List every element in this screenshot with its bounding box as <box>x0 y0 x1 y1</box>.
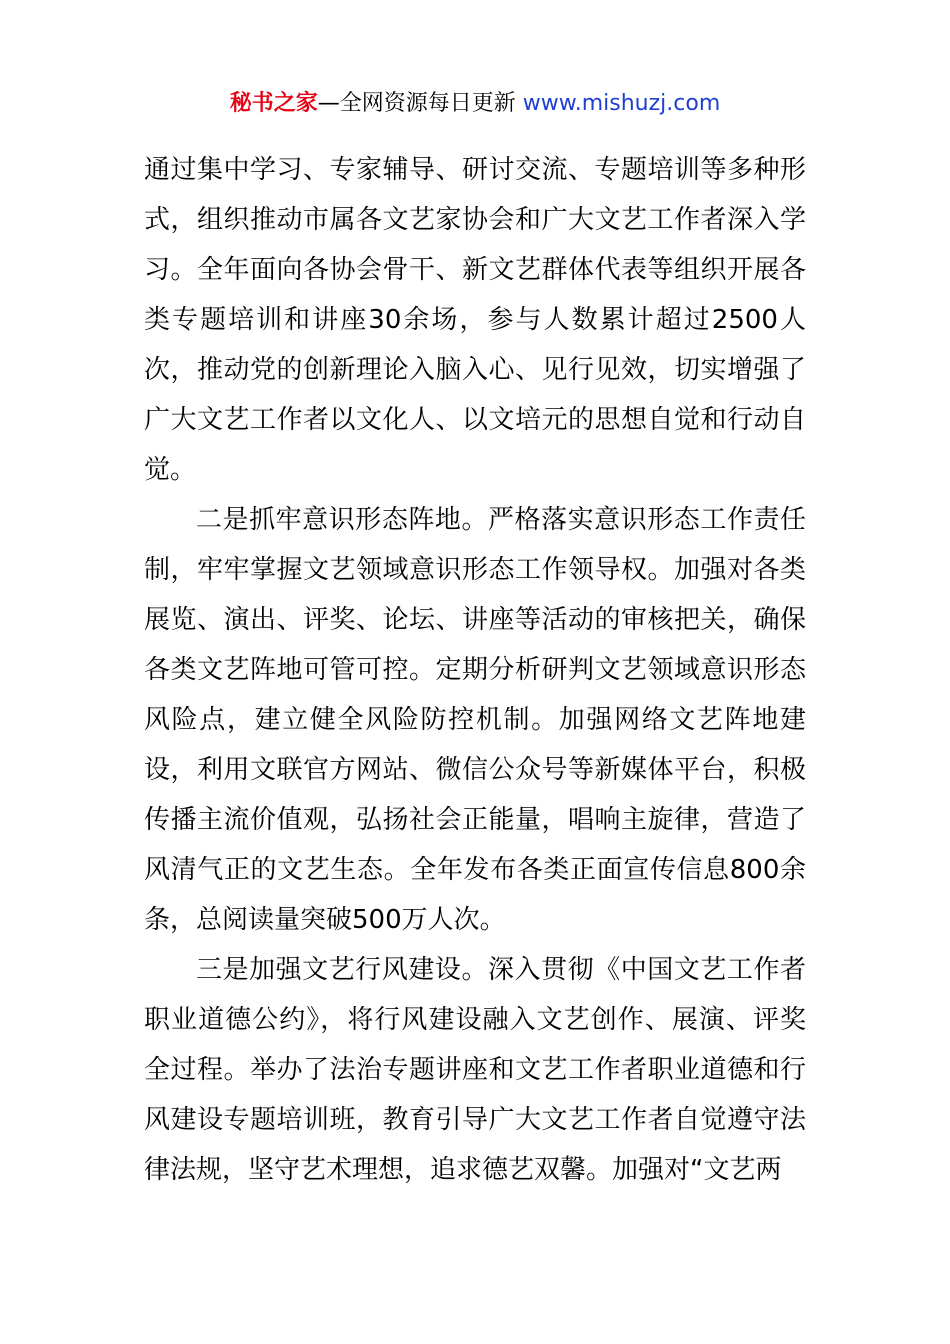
header-slogan: —全网资源每日更新 <box>317 91 516 116</box>
paragraph-ideology-position: 二是抓牢意识形态阵地。严格落实意识形态工作责任制，牢牢掌握文艺领域意识形态工作领导权。加强对各类展览、演出、评奖、论坛、讲座等活动的审核把关，确保各类文艺阵地可管可控。定期分析研判文艺领域意识形态风险点，建立健全风险防控机制。加强网络文艺阵地建设，利用文联官方网站、微信公众号等新媒体平台，积极传播主流价值观，弘扬社会正能量，唱响主旋律，营造了风清气正的文艺生态。全年发布各类正面宣传信息800余条，总阅读量突破500万人次。 <box>144 505 806 935</box>
document-body <box>144 145 806 1195</box>
brand-name: 秘书之家 <box>229 91 318 116</box>
site-header <box>0 88 950 120</box>
paragraph-continuation: 通过集中学习、专家辅导、研讨交流、专题培训等多种形式，组织推动市属各文艺家协会和广大文艺工作者深入学习。全年面向各协会骨干、新文艺群体代表等组织开展各类专题培训和讲座30余场，参与人数累计超过2500人次，推动党的创新理论入脑入心、见行见效，切实增强了广大文艺工作者以文化人、以文培元的思想自觉和行动自觉。 <box>144 155 806 485</box>
paragraph-industry-conduct: 三是加强文艺行风建设。深入贯彻《中国文艺工作者职业道德公约》，将行风建设融入文艺创作、展演、评奖全过程。举办了法治专题讲座和文艺工作者职业道德和行风建设专题培训班，教育引导广大文艺工作者自觉遵守法律法规，坚守艺术理想，追求德艺双馨。加强对“文艺两 <box>144 955 806 1185</box>
site-url-link[interactable]: www.mishuzj.com <box>522 91 721 116</box>
